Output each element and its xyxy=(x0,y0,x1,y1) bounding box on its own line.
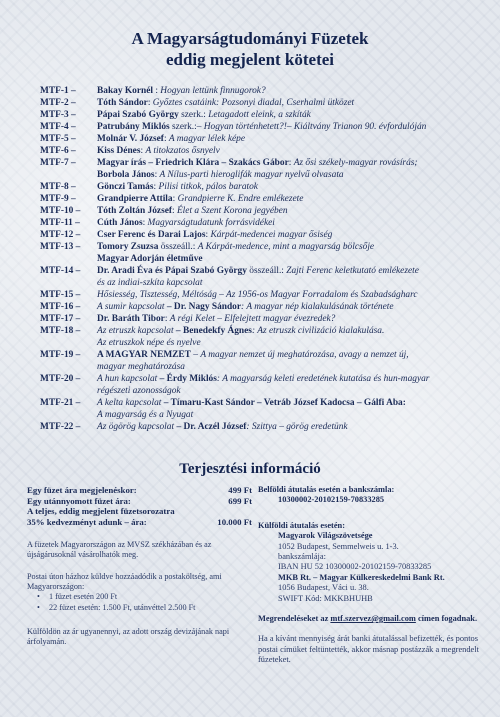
volume-entry xyxy=(40,397,485,409)
volume-author: szerk.:– xyxy=(169,122,204,132)
volume-entry xyxy=(40,241,485,253)
volume-title: : Szittya – görög eredetünk xyxy=(246,422,348,432)
price-row: A teljes, eddig megjelent füzetsorozatra xyxy=(27,506,175,517)
volume-title: : Az etruszk civilizáció kialakulása. xyxy=(251,326,385,336)
volume-author: Dr. Baráth Tibor xyxy=(97,314,165,324)
volume-title: Magyarságtudatunk forrásvidékei xyxy=(147,218,275,228)
volume-code: MTF-14 – xyxy=(40,266,81,276)
volume-entry xyxy=(40,289,485,301)
volume-code: MTF-19 – xyxy=(40,350,81,360)
domestic-bank-number: 10300002-20102159-70833285 xyxy=(278,495,385,505)
volume-author: : xyxy=(164,314,170,324)
page-subtitle: eddig megjelent kötetei xyxy=(165,50,335,69)
volume-author: összeáll.: xyxy=(246,266,287,276)
volume-title: Az ögörög kapcsolat xyxy=(97,422,175,432)
volume-code: MTF-20 – xyxy=(40,374,81,384)
volume-title: : A magyarság keleti eredetének kutatása és hun-magyar xyxy=(216,374,430,384)
volume-code: MTF-12 – xyxy=(40,230,81,240)
volume-title: A sumir kapcsolat xyxy=(97,302,165,312)
volume-code: MTF-4 – xyxy=(40,122,76,132)
volume-title: Pilisi titkok, pálos baratok xyxy=(158,182,258,192)
volume-code xyxy=(40,361,97,373)
volume-title: Élet a Szent Korona jegyében xyxy=(176,206,288,216)
volume-author: – Dr. Aczél József xyxy=(174,422,247,432)
volume-title: Az ősi székely-magyar rovásírás; xyxy=(293,158,418,168)
volume-entry xyxy=(40,301,485,313)
volume-title: A Kárpát-medence, mint a magyarság bölcsője xyxy=(197,242,375,252)
volume-author: : xyxy=(288,158,294,168)
volume-author: Tóth Zoltán József xyxy=(97,206,172,216)
volume-title: Hogyan lettünk finnugorok? xyxy=(160,86,266,96)
volume-entry xyxy=(40,409,485,421)
volume-entry xyxy=(40,385,485,397)
volume-code xyxy=(40,337,97,349)
volume-code: MTF-18 – xyxy=(40,326,81,336)
volume-title: Hősiesség, Tisztesség, Méltóság – Az 1956-os Magyar Forradalom és Szabadságharc xyxy=(97,290,418,300)
volume-code xyxy=(40,253,97,265)
volume-author: : xyxy=(142,218,148,228)
volume-code: MTF-8 – xyxy=(40,182,76,192)
postage-bullet: • 22 füzet esetén: 1.500 Ft, utánvéttel 2.500 Ft xyxy=(27,603,252,613)
volume-author: – Benedekfy Ágnes xyxy=(173,326,252,336)
volume-code: MTF-7 – xyxy=(40,158,76,168)
volume-code xyxy=(40,169,97,181)
volume-code: MTF-17 – xyxy=(40,314,81,324)
volume-title: A hun kapcsolat xyxy=(97,374,158,384)
price-row: Egy utánnyomott füzet ára: 699 Ft xyxy=(27,495,252,506)
volume-entry xyxy=(40,373,485,385)
volume-author: összeáll.: xyxy=(158,242,198,252)
volume-code xyxy=(40,385,97,397)
order-info: Megrendeléseket az mtf.szervez@gmail.com címen fogadnak. xyxy=(258,614,478,624)
volume-title: Győztes csatáink: Pozsonyi diadal, Cserhalmi ütközet xyxy=(152,98,355,108)
volume-author: Kiss Dénes xyxy=(97,146,141,156)
volume-author: Dr. Aradi Éva és Pápai Szabó György xyxy=(97,266,247,276)
volume-code xyxy=(40,409,97,421)
volume-entry xyxy=(40,121,485,133)
volume-author: Gönczi Tamás xyxy=(97,182,154,192)
volume-entry xyxy=(40,157,485,169)
distribution-title: Terjesztési információ xyxy=(179,461,321,477)
volume-entry xyxy=(40,361,485,373)
volume-entry xyxy=(40,325,485,337)
volume-entry xyxy=(40,169,485,181)
volume-code xyxy=(40,277,97,289)
volume-title: Az etruszk kapcsolat xyxy=(97,326,174,336)
volume-code: MTF-5 – xyxy=(40,134,76,144)
bank-name: MKB Rt. – Magyar Külkereskedelmi Bank Rt. xyxy=(278,572,445,582)
price-row: Egy füzet ára megjelenéskor: 499 Ft xyxy=(27,485,252,495)
domestic-bank-title: Belföldi átutalás esetén a bankszámla: xyxy=(258,485,395,494)
price-row: 35% kedvezményt adunk – ára: 10.000 Ft xyxy=(27,516,252,527)
volume-author: – Érdy Miklós xyxy=(157,374,217,384)
volume-author: Molnár V. József xyxy=(97,134,164,144)
volume-entry xyxy=(40,133,485,145)
volume-title: magyar meghatározása xyxy=(97,362,185,372)
volume-code: MTF-1 – xyxy=(40,86,76,96)
volume-entry xyxy=(40,217,485,229)
shipping-note: Ha a kívánt mennyiség árát banki átutalással befizették, és pontos postai címüket feltüntették, akkor másnap postázzák a megrendelt füzeteket. xyxy=(258,634,479,665)
volume-author: : xyxy=(172,206,177,216)
postage-note: Postai úton házhoz küldve hozzáadódik a postaköltség, ami Magyarországon: • 1 füzet esetén 200 Ft • 22 füzet esetén: 1.500 Ft, utánvéttel 2.500 Ft xyxy=(27,572,252,613)
volume-author: Tóth Sándor xyxy=(97,98,148,108)
volume-author: : xyxy=(205,230,211,240)
volume-entry xyxy=(40,265,485,277)
volume-author: Bakay Kornél xyxy=(97,86,153,96)
volume-entry xyxy=(40,349,485,361)
email-link[interactable]: mtf.szervez@gmail.com xyxy=(330,614,416,624)
volume-title: A magyar nemzet új meghatározása, avagy a nemzet új, xyxy=(200,350,409,360)
volume-entry xyxy=(40,205,485,217)
volume-author: : xyxy=(172,194,178,204)
volume-author: Magyar írás – Friedrich Klára – Szakács Gábor xyxy=(97,158,289,168)
volume-entry xyxy=(40,277,485,289)
volume-author: Patrubány Miklós xyxy=(97,122,170,132)
shop-note: A füzetek Magyarországon az MVSZ székházában és az újságárusoknál vásárolhatók meg. xyxy=(27,540,212,560)
volume-author: : xyxy=(153,86,161,96)
volume-entry xyxy=(40,229,485,241)
volume-title: A magyar lélek képe xyxy=(168,134,245,144)
volume-title: Grandpierre K. Endre emlékezete xyxy=(177,194,304,204)
volume-author: Pápai Szabó György xyxy=(97,110,179,120)
volume-code: MTF-16 – xyxy=(40,302,81,312)
volume-title: és az indiai-szkíta kapcsolat xyxy=(97,278,203,288)
volume-author: Tomory Zsuzsa xyxy=(97,242,159,252)
volume-author: : xyxy=(154,170,160,180)
volume-entry xyxy=(40,145,485,157)
volume-title: Letagadott eleink, a szkíták xyxy=(208,110,311,120)
volume-code: MTF-10 – xyxy=(40,206,81,216)
volume-code: MTF-21 – xyxy=(40,398,81,408)
volume-title: Kárpát-medencei magyar ősiség xyxy=(210,230,333,240)
volume-title: A régi Kelet – Elfelejtett magyar évezredek? xyxy=(169,314,336,324)
volume-entry xyxy=(40,85,485,97)
volume-author: Cúth János xyxy=(97,218,143,228)
volume-code: MTF-15 – xyxy=(40,290,81,300)
volume-author: szerk.: xyxy=(178,110,209,120)
volume-title: régészeti azonosságok xyxy=(97,386,181,396)
volume-title: Zajti Ferenc keletkutató emlékezete xyxy=(286,266,419,276)
volume-entry xyxy=(40,181,485,193)
volume-title: A kelta kapcsolat xyxy=(97,398,162,408)
volume-title: A magyarság és a Nyugat xyxy=(97,410,194,420)
volume-title: Hogyan történhetett?!– Kiáltvány Trianon 90. évfordulóján xyxy=(203,122,427,132)
volume-entry xyxy=(40,193,485,205)
foreign-transfer-title: Külföldi átutalás esetén: xyxy=(258,520,346,530)
volume-author: Grandpierre Attila xyxy=(97,194,173,204)
volume-author: Magyar Adorján életműve xyxy=(97,254,203,264)
postage-bullet: • 1 füzet esetén 200 Ft xyxy=(27,592,252,602)
volume-entry xyxy=(40,337,485,349)
volume-code: MTF-2 – xyxy=(40,98,76,108)
payment-block: Belföldi átutalás esetén a bankszámla: 10300002-20102159-70833285 Külföldi átutalás esetén: Magyarok Világszövetsége 1052 Budapest, Semmelweis u. 1-3. bankszámlája: IBAN HU 52 10300002-20102159-70833285 MKB Rt. – Magyar Külkereskedelmi Bank Rt. 1056 Budapest, Váci u. 38. SWIFT Kód: MKKBHUHB Megrendeléseket az mtf.szervez@gmail.com címen fogadnak. Ha a kívánt mennyiség árát banki átutalással befizették, és pontos postai címüket feltüntették, akkor másnap postázzák a megrendelt füzeteket. xyxy=(258,485,483,666)
volume-code: MTF-3 – xyxy=(40,110,76,120)
volume-title: : A magyar nép kialakulásának története xyxy=(241,302,394,312)
volume-title: A Nílus-parti hieroglifák magyar nyelvű olvasata xyxy=(159,170,344,180)
volume-entry xyxy=(40,313,485,325)
volume-author: – Dr. Nagy Sándor xyxy=(164,302,242,312)
volume-entry xyxy=(40,97,485,109)
volume-entry xyxy=(40,109,485,121)
volume-title: Az etruszkok népe és nyelve xyxy=(97,338,201,348)
volume-author: : xyxy=(163,134,169,144)
volume-code: MTF-13 – xyxy=(40,242,81,252)
volume-author: Cser Ferenc és Darai Lajos xyxy=(97,230,206,240)
volume-author: Borbola János xyxy=(97,170,155,180)
volume-entry xyxy=(40,253,485,265)
volume-author: A MAGYAR NEMZET xyxy=(97,350,191,360)
volume-list xyxy=(40,85,485,433)
volume-author: – Tímaru-Kast Sándor – Vetráb József Kadocsa – Gálfi Aba: xyxy=(161,398,406,408)
volume-code: MTF-6 – xyxy=(40,146,76,156)
volume-author: : xyxy=(147,98,153,108)
abroad-note: Külföldön az ár ugyanennyi, az adott ország devizájának napi árfolyamán. xyxy=(27,627,230,647)
volume-title: A titokzatos ősnyelv xyxy=(145,146,220,156)
volume-code: MTF-9 – xyxy=(40,194,76,204)
volume-author: – xyxy=(190,350,201,360)
volume-code: MTF-11 – xyxy=(40,218,80,228)
page-title: A Magyarságtudományi Füzetek xyxy=(131,29,369,48)
price-block xyxy=(27,485,252,527)
volume-code: MTF-22 – xyxy=(40,422,81,432)
volume-author: : xyxy=(153,182,159,192)
volume-author: : xyxy=(140,146,146,156)
volume-entry xyxy=(40,421,485,433)
